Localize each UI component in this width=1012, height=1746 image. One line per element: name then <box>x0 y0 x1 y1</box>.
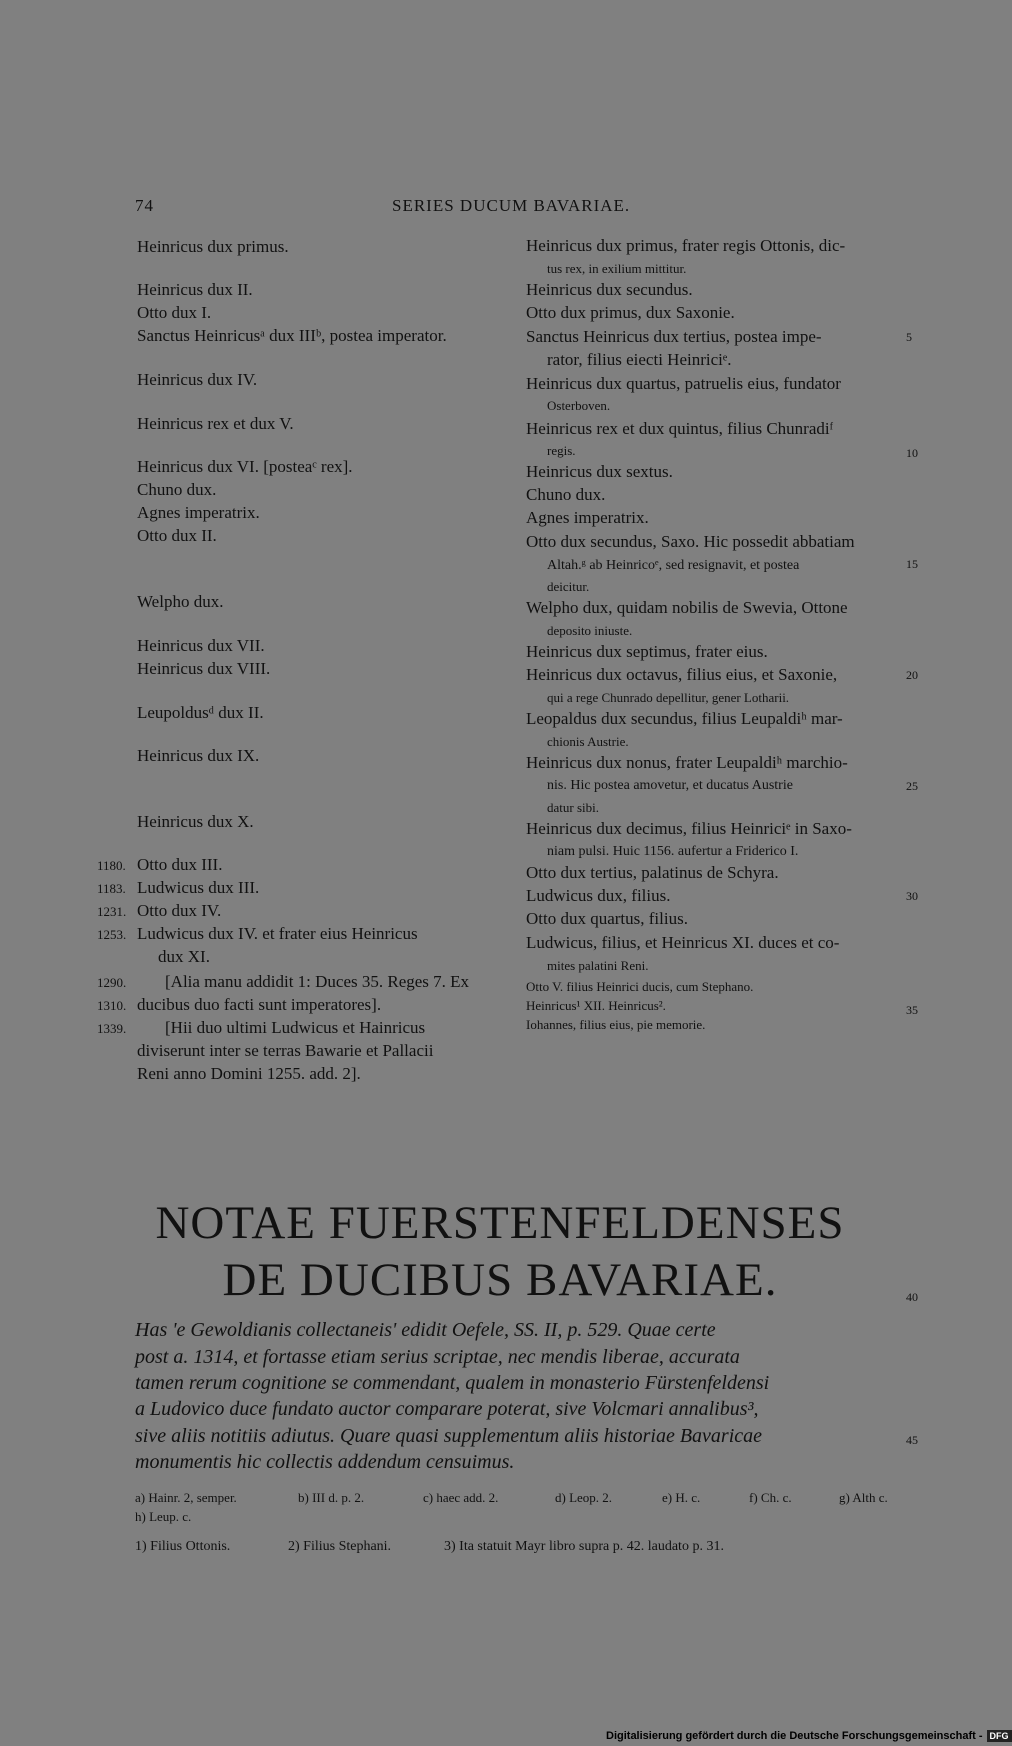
year-label: 1339. <box>97 1021 127 1036</box>
year-label: 1290. <box>97 975 127 990</box>
left-entry: Heinricus dux VI. [posteaᶜ rex]. <box>137 457 353 476</box>
left-entry: Heinricus dux IV. <box>137 370 258 389</box>
year-label: 1183. <box>97 881 126 896</box>
right-entry: Heinricus dux nonus, frater Leupaldiʰ marchio- <box>526 753 848 772</box>
line-number: 5 <box>906 330 912 344</box>
left-entry: Chuno dux. <box>137 480 217 499</box>
right-entry: qui a rege Chunrado depellitur, gener Lotharii. <box>547 690 790 705</box>
right-entry: Chuno dux. <box>526 485 606 504</box>
right-entry: mites palatini Reni. <box>547 958 649 973</box>
right-entry: rator, filius eiecti Heinriciᵉ. <box>547 350 732 369</box>
right-entry: Heinricus dux septimus, frater eius. <box>526 642 768 661</box>
year-label: 1310. <box>97 998 127 1013</box>
right-entry: datur sibi. <box>547 800 599 815</box>
intro-line: tamen rerum cognitione se commendant, qualem in monasterio Fürstenfeldensi <box>135 1372 770 1394</box>
dfg-logo: DFG <box>987 1730 1012 1742</box>
left-entry: Ludwicus dux III. <box>137 878 260 897</box>
right-entry: Heinricus¹ XII. Heinricus². <box>526 998 666 1013</box>
right-entry: deposito iniuste. <box>547 623 633 638</box>
intro-line: post a. 1314, et fortasse etiam serius scriptae, nec mendis liberae, accurata <box>135 1346 740 1368</box>
footnote-c: c) haec add. 2. <box>423 1490 499 1505</box>
line-number: 35 <box>906 1003 918 1017</box>
year-label: 1253. <box>97 927 127 942</box>
intro-line: Has 'e Gewoldianis collectaneis' edidit Oefele, SS. II, p. 529. Quae certe <box>135 1319 716 1341</box>
line-number: 20 <box>906 668 918 682</box>
footnote-3: 3) Ita statuit Mayr libro supra p. 42. laudato p. 31. <box>444 1539 724 1554</box>
footnote-a: a) Hainr. 2, semper. <box>135 1490 237 1505</box>
right-entry: Heinricus dux decimus, filius Heinriciᵉ in Saxo- <box>526 819 852 838</box>
line-number: 15 <box>906 557 918 571</box>
left-entry: Welpho dux. <box>137 592 224 611</box>
footnote-f: f) Ch. c. <box>749 1490 792 1505</box>
right-entry: Agnes imperatrix. <box>526 508 649 527</box>
right-entry: Heinricus rex et dux quintus, filius Chunradiᶠ <box>526 419 834 438</box>
left-entry: Heinricus dux X. <box>137 812 254 831</box>
left-entry: Heinricus rex et dux V. <box>137 414 294 433</box>
footnote-2: 2) Filius Stephani. <box>288 1539 392 1554</box>
dfg-credit <box>606 1730 1012 1742</box>
dfg-credit-text: Digitalisierung gefördert durch die Deutsche Forschungsgemeinschaft - <box>606 1730 983 1742</box>
year-label: 1180. <box>97 858 126 873</box>
right-entry: deicitur. <box>547 579 590 594</box>
left-entry: ducibus duo facti sunt imperatores]. <box>137 995 382 1014</box>
line-number: 40 <box>906 1290 918 1304</box>
page-number: 74 <box>135 196 154 215</box>
left-entry: [Alia manu addidit 1: Duces 35. Reges 7. Ex <box>165 972 470 991</box>
left-entry: Reni anno Domini 1255. add. 2]. <box>137 1064 361 1083</box>
right-entry: Ludwicus, filius, et Heinricus XI. duces et co- <box>526 933 840 952</box>
footnote-d: d) Leop. 2. <box>555 1490 613 1505</box>
left-entry: Sanctus Heinricusᵃ dux IIIᵇ, postea imperator. <box>137 326 447 345</box>
footnote-e: e) H. c. <box>662 1490 701 1505</box>
left-entry: Heinricus dux VII. <box>137 636 265 655</box>
right-entry: Welpho dux, quidam nobilis de Swevia, Ottone <box>526 598 848 617</box>
right-entry: Leopaldus dux secundus, filius Leupaldiʰ mar- <box>526 709 843 728</box>
right-entry: Otto V. filius Heinrici ducis, cum Stephano. <box>526 979 754 994</box>
right-entry: Heinricus dux primus, frater regis Ottonis, dic- <box>526 236 846 255</box>
running-title: SERIES DUCUM BAVARIAE. <box>392 196 631 215</box>
line-number: 30 <box>906 889 918 903</box>
left-entry: Otto dux I. <box>137 303 212 322</box>
line-number: 45 <box>906 1433 918 1447</box>
footnote-g: g) Alth c. <box>839 1490 888 1505</box>
right-entry: Heinricus dux quartus, patruelis eius, fundator <box>526 374 841 393</box>
right-entry: Otto dux secundus, Saxo. Hic possedit abbatiam <box>526 532 855 551</box>
line-number: 10 <box>906 446 918 460</box>
left-entry: [Hii duo ultimi Ludwicus et Hainricus <box>165 1018 426 1037</box>
left-entry: Ludwicus dux IV. et frater eius Heinricus <box>137 924 418 943</box>
right-entry: Otto dux tertius, palatinus de Schyra. <box>526 863 779 882</box>
left-entry: Heinricus dux primus. <box>137 237 289 256</box>
right-entry: chionis Austrie. <box>547 734 629 749</box>
intro-line: sive aliis notitiis adiutus. Quare quasi supplementum aliis historiae Bavaricae <box>135 1425 763 1447</box>
right-entry: niam pulsi. Huic 1156. aufertur a Friderico I. <box>547 844 799 859</box>
left-entry: dux XI. <box>158 947 210 966</box>
right-entry: Heinricus dux secundus. <box>526 280 693 299</box>
section-title-line2: DE DUCIBUS BAVARIAE. <box>222 1254 778 1306</box>
right-entry: Iohannes, filius eius, pie memorie. <box>526 1017 706 1032</box>
left-entry: Agnes imperatrix. <box>137 503 260 522</box>
left-entry: Otto dux IV. <box>137 901 222 920</box>
right-entry: Otto dux quartus, filius. <box>526 909 688 928</box>
right-entry: tus rex, in exilium mittitur. <box>547 261 687 276</box>
footnote-h: h) Leup. c. <box>135 1509 192 1524</box>
right-entry: Otto dux primus, dux Saxonie. <box>526 303 735 322</box>
footnote-1: 1) Filius Ottonis. <box>135 1539 231 1554</box>
left-entry: diviserunt inter se terras Bawarie et Pallacii <box>137 1041 434 1060</box>
intro-line: a Ludovico duce fundato auctor comparare poterat, sive Volcmari annalibus³, <box>135 1398 759 1420</box>
left-entry: Otto dux III. <box>137 855 223 874</box>
right-entry: Heinricus dux sextus. <box>526 462 673 481</box>
right-entry: Ludwicus dux, filius. <box>526 886 671 905</box>
left-entry: Leupoldusᵈ dux II. <box>137 703 264 722</box>
right-entry: regis. <box>547 443 576 458</box>
left-entry: Heinricus dux II. <box>137 280 253 299</box>
right-entry: Osterboven. <box>547 398 611 413</box>
year-label: 1231. <box>97 904 127 919</box>
footnote-b: b) III d. p. 2. <box>298 1490 365 1505</box>
left-entry: Heinricus dux VIII. <box>137 659 271 678</box>
right-entry: Altah.ᵍ ab Heinricoᵉ, sed resignavit, et postea <box>547 558 800 573</box>
section-title-line1: NOTAE FUERSTENFELDENSES <box>155 1197 845 1249</box>
left-entry: Otto dux II. <box>137 526 217 545</box>
intro-line: monumentis hic collectis addendum censuimus. <box>135 1451 515 1473</box>
right-entry: nis. Hic postea amovetur, et ducatus Austrie <box>547 778 793 793</box>
right-entry: Heinricus dux octavus, filius eius, et Saxonie, <box>526 665 838 684</box>
left-entry: Heinricus dux IX. <box>137 746 260 765</box>
line-number: 25 <box>906 779 918 793</box>
right-entry: Sanctus Heinricus dux tertius, postea impe- <box>526 327 822 346</box>
